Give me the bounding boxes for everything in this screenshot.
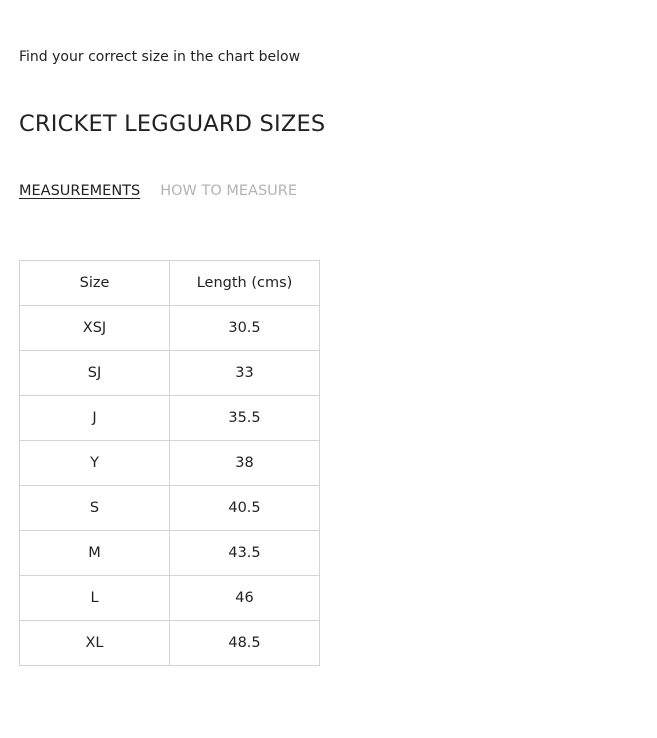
size-cell: XSJ [20,306,170,351]
table-row [20,351,320,396]
tab-bar [19,183,297,199]
page-title: CRICKET LEGGUARD SIZES [19,111,326,137]
table-row [20,576,320,621]
size-cell: Y [20,441,170,486]
size-cell: SJ [20,351,170,396]
table-row [20,396,320,441]
table-row [20,531,320,576]
table-row [20,441,320,486]
table-row [20,621,320,666]
table-row [20,486,320,531]
size-cell: XL [20,621,170,666]
table-row [20,306,320,351]
size-chart-table [19,260,320,666]
length-cell: 48.5 [170,621,320,666]
tab-measurements[interactable]: MEASUREMENTS [19,183,141,199]
column-header-length: Length (cms) [170,261,320,306]
length-cell: 35.5 [170,396,320,441]
length-cell: 33 [170,351,320,396]
length-cell: 30.5 [170,306,320,351]
length-cell: 38 [170,441,320,486]
intro-text: Find your correct size in the chart below [19,49,301,65]
tab-how-to-measure[interactable]: HOW TO MEASURE [160,183,298,199]
size-cell: J [20,396,170,441]
column-header-size: Size [20,261,170,306]
length-cell: 43.5 [170,531,320,576]
length-cell: 46 [170,576,320,621]
table-header-row [20,261,320,306]
size-cell: M [20,531,170,576]
size-cell: L [20,576,170,621]
length-cell: 40.5 [170,486,320,531]
size-cell: S [20,486,170,531]
